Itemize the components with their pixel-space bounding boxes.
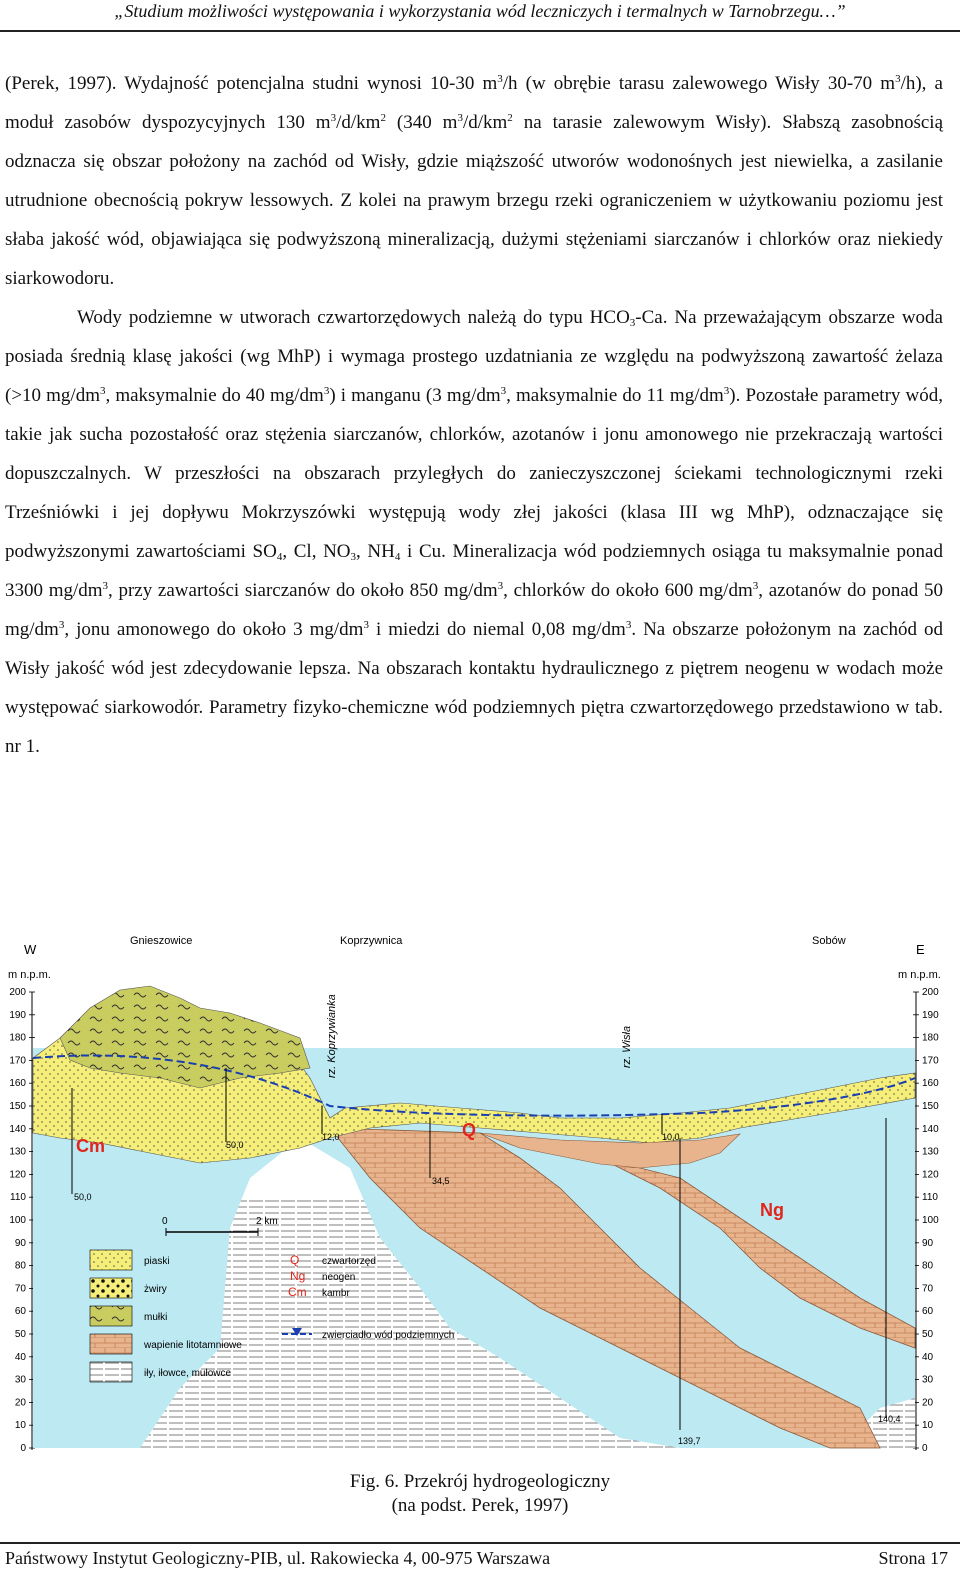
footer-rule — [0, 1542, 960, 1544]
y-tick-right: 110 — [922, 1192, 938, 1204]
hydrogeological-cross-section — [0, 928, 960, 1468]
y-tick-right: 80 — [922, 1260, 934, 1272]
place-sobow: Sobów — [812, 935, 846, 947]
depth-label: 139,7 — [678, 1436, 701, 1446]
caption-title: Fig. 6. Przekrój hydrogeologiczny — [349, 1471, 611, 1492]
legend-code-ng: Ng — [290, 1269, 306, 1283]
y-tick-left: 170 — [9, 1055, 26, 1067]
y-tick-right: 50 — [922, 1329, 934, 1340]
y-tick-left: 140 — [9, 1123, 26, 1135]
y-tick-right: 100 — [922, 1215, 939, 1226]
y-tick-left: 70 — [14, 1283, 26, 1295]
y-tick-left: 80 — [14, 1260, 26, 1272]
unit-right: m n.p.m. — [898, 969, 941, 981]
y-tick-right: 160 — [922, 1078, 939, 1090]
y-tick-left: 100 — [9, 1215, 26, 1226]
place-koprzywnica: Koprzywnica — [340, 935, 403, 947]
y-tick-left: 130 — [9, 1146, 26, 1158]
y-tick-left: 10 — [14, 1420, 26, 1432]
y-tick-left: 40 — [14, 1351, 26, 1363]
depth-label: 34,5 — [432, 1176, 450, 1186]
y-tick-right: 30 — [922, 1374, 934, 1386]
svg-text:0: 0 — [162, 1216, 168, 1227]
y-tick-left: 20 — [14, 1397, 26, 1409]
code-ng: Ng — [760, 1200, 784, 1220]
y-tick-right: 70 — [922, 1283, 934, 1295]
y-tick-right: 0 — [922, 1443, 928, 1454]
legend-cambrian: kambr — [322, 1288, 350, 1299]
y-tick-right: 140 — [922, 1123, 939, 1135]
body-text — [5, 64, 943, 766]
y-tick-right: 10 — [922, 1420, 934, 1432]
y-tick-left: 200 — [9, 987, 26, 998]
river-wisla: rz. Wisła — [621, 1025, 633, 1068]
depth-label: 140,4 — [878, 1414, 901, 1424]
code-q: Q — [462, 1120, 477, 1140]
legend-quaternary: czwartorzęd — [322, 1256, 376, 1267]
y-tick-right: 130 — [922, 1146, 939, 1158]
y-tick-right: 190 — [922, 1009, 939, 1021]
y-tick-left: 180 — [9, 1032, 26, 1044]
code-cm: Cm — [76, 1136, 106, 1156]
paragraph-1: (Perek, 1997). Wydajność potencjalna studni wynosi 10-30 $m^3/h$ (w obrębie tarasu zalewowego Wisły 30-70 $m^3/h$), a moduł zasobów dyspozycyjnych 130 $m^3/d/km^2$ (340 $m^3/d/km^2$ na tarasie zalewowym Wisły). Słabszą zasobnością odznacza się obszar położony na zachód od Wisły, gdzie miąższość utworów wodonośnych jest niewielka, a zasilanie utrudnione obecnością pokryw lessowych. Z kolei na prawym brzegu rzeki ograniczeniem w użytkowaniu poziomu jest słaba jakość wód, objawiająca się podwyższoną mineralizacją, dużymi stężeniami siarczanów i chlorków oraz niekiedy siarkowodoru. — [5, 73, 943, 289]
caption-source: (na podst. Perek, 1997) — [391, 1495, 569, 1516]
paragraph-2: Wody podziemne w utworach czwartorzędowych należą do typu $HCO_3-Ca$. Na przeważającym obszarze woda posiada średnią klasę jakości (wg MhP) i wymaga prostego uzdatniania ze względu na podwyższoną zawartość żelaza (>10 $mg/dm^3$, maksymalnie do 40 $mg/dm^3$) i manganu (3 $mg/dm^3$, maksymalnie do 11 $mg/dm^3$). Pozostałe parametry wód, takie jak sucha pozostałość oraz stężenia siarczanów, chlorków, azotanów i jonu amonowego nie przekraczają wartości dopuszczalnych. W przeszłości na obszarach przyległych do zanieczyszczonej ściekami technologicznymi rzeki Trześniówki i jej dopływu Mokrzyszówki występują wody złej jakości (klasa III wg MhP), odznaczające się podwyższonymi zawartościami $SO_4$, Cl, $NO_3$, $NH_4$ i Cu. Mineralizacja wód podziemnych osiąga tu maksymalnie ponad 3300 $mg/dm^3$, przy zawartości siarczanów do około 850 $mg/dm^3$, chlorków do około 600 $mg/dm^3$, azotanów do ponad 50 $mg/dm^3$, jonu amonowego do około 3 $mg/dm^3$ i miedzi do niemal 0,08 $mg/dm^3$. Na obszarze położonym na zachód od Wisły jakość wód jest zdecydowanie lepsza. Na obszarach kontaktu hydraulicznego z piętrem neogenu w wodach może występować siarkowodór. Parametry fizyko-chemiczne wód podziemnych piętra czwartorzędowego przedstawiono w tab. nr 1. — [5, 307, 943, 757]
y-tick-right: 150 — [922, 1101, 939, 1112]
unit-left: m n.p.m. — [8, 969, 51, 981]
footer-institution: Państwowy Instytut Geologiczny-PIB, ul. Rakowiecka 4, 00-975 Warszawa — [5, 1548, 551, 1568]
legend-sand: piaski — [144, 1256, 170, 1267]
river-koprzywianka: rz. Koprzywianka — [326, 994, 338, 1078]
depth-label: 12,0 — [322, 1132, 340, 1142]
depth-label: 10,0 — [662, 1132, 680, 1142]
legend-neogene: neogen — [322, 1272, 356, 1283]
y-tick-right: 20 — [922, 1397, 934, 1409]
y-tick-left: 30 — [14, 1374, 26, 1386]
legend-code-q: Q — [290, 1253, 300, 1267]
y-tick-left: 190 — [9, 1009, 26, 1021]
y-tick-left: 150 — [9, 1101, 26, 1112]
legend-code-cm: Cm — [288, 1285, 307, 1299]
figure-caption — [0, 1470, 960, 1518]
y-tick-left: 160 — [9, 1078, 26, 1090]
y-tick-left: 110 — [10, 1192, 26, 1204]
y-tick-right: 60 — [922, 1306, 934, 1318]
y-tick-right: 170 — [922, 1055, 939, 1067]
y-tick-left: 60 — [14, 1306, 26, 1318]
y-tick-left: 90 — [14, 1237, 26, 1249]
y-axis-right — [913, 987, 939, 1454]
page-number: Strona 17 — [878, 1548, 948, 1568]
y-tick-right: 180 — [922, 1032, 939, 1044]
y-tick-right: 40 — [922, 1351, 934, 1363]
place-gnieszowice: Gnieszowice — [130, 935, 193, 947]
depth-label: 50,0 — [226, 1140, 244, 1150]
svg-text:2 km: 2 km — [256, 1216, 278, 1227]
legend-silt: mułki — [144, 1312, 168, 1323]
y-tick-left: 120 — [9, 1169, 26, 1181]
y-tick-left: 0 — [20, 1443, 26, 1454]
east-label: E — [916, 942, 925, 957]
y-tick-right: 120 — [922, 1169, 939, 1181]
y-tick-right: 200 — [922, 987, 939, 998]
west-label: W — [24, 942, 37, 957]
running-header: „Studium możliwości występowania i wykorzystania wód leczniczych i termalnych w Tarnobrzegu…” — [114, 1, 846, 21]
legend-limestone: wapienie litotamniowe — [144, 1340, 242, 1351]
header-rule — [0, 30, 960, 32]
legend-clay: iły, iłowce, mułowce — [144, 1368, 232, 1379]
y-tick-left: 50 — [14, 1329, 26, 1340]
y-axis-left — [9, 987, 35, 1454]
y-tick-right: 90 — [922, 1237, 934, 1249]
legend-gravel: żwiry — [144, 1284, 167, 1295]
depth-label: 50,0 — [74, 1192, 92, 1202]
legend-water-table: zwierciadło wód podziemnych — [322, 1330, 455, 1341]
